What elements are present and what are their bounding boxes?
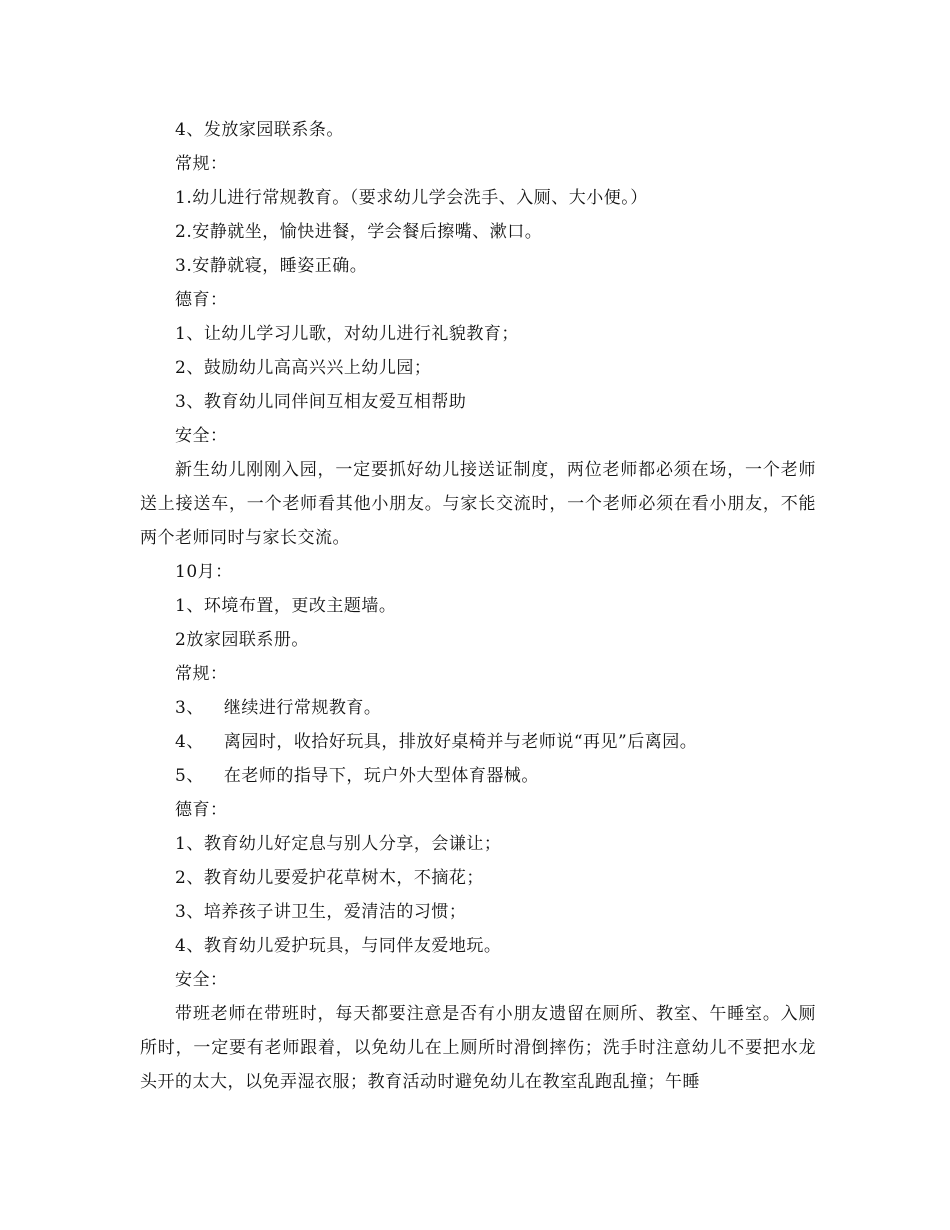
text-line: 3.安静就寝，睡姿正确。 <box>175 256 368 276</box>
safety-paragraph: 带班老师在带班时，每天都要注意是否有小朋友遗留在厕所、教室、午睡室。入厕所时，一定要有老师跟着，以免幼儿在上厕所时滑倒摔伤；洗手时注意幼儿不要把水龙头开的太大，以免弄湿衣服；教育活动时避免幼儿在教室乱跑乱撞；午睡 <box>140 1004 816 1092</box>
document-body <box>140 113 816 1099</box>
item-number: 5、 <box>175 766 204 786</box>
item-number: 3、 <box>175 698 204 718</box>
text-line: 3、培养孩子讲卫生，爱清洁的习惯； <box>175 902 467 922</box>
text-line: 1、教育幼儿好定息与别人分享，会谦让； <box>175 834 502 854</box>
numbered-item <box>140 759 816 793</box>
text-line: 1.幼儿进行常规教育。（要求幼儿学会洗手、入厕、大小便。） <box>175 188 648 208</box>
text-line: 2、鼓励幼儿高高兴兴上幼儿园； <box>175 358 432 378</box>
section-heading-routine: 常规： <box>175 664 228 684</box>
month-heading: 10月： <box>175 562 233 582</box>
item-text: 继续进行常规教育。 <box>223 698 382 718</box>
text-line: 2放家园联系册。 <box>175 630 309 650</box>
safety-paragraph: 新生幼儿刚刚入园，一定要抓好幼儿接送证制度，两位老师都必须在场，一个老师送上接送车，一个老师看其他小朋友。与家长交流时，一个老师必须在看小朋友，不能两个老师同时与家长交流。 <box>140 460 816 548</box>
text-line: 3、教育幼儿同伴间互相友爱互相帮助 <box>175 392 467 412</box>
numbered-item <box>140 725 816 759</box>
item-number: 4、 <box>175 732 204 752</box>
text-line: 2.安静就坐，愉快进餐，学会餐后擦嘴、漱口。 <box>175 222 543 242</box>
text-line: 2、教育幼儿要爱护花草树木，不摘花； <box>175 868 484 888</box>
numbered-item <box>140 691 816 725</box>
text-line: 4、发放家园联系条。 <box>175 120 344 140</box>
text-line: 1、环境布置，更改主题墙。 <box>175 596 397 616</box>
item-text: 离园时，收拾好玩具，排放好桌椅并与老师说“再见”后离园。 <box>223 732 698 752</box>
section-heading-safety: 安全： <box>175 970 228 990</box>
section-heading-safety: 安全： <box>175 426 228 446</box>
section-heading-moral: 德育： <box>175 290 228 310</box>
section-heading-routine: 常规： <box>175 154 228 174</box>
section-heading-moral: 德育： <box>175 800 228 820</box>
text-line: 1、让幼儿学习儿歌，对幼儿进行礼貌教育； <box>175 324 519 344</box>
item-text: 在老师的指导下，玩户外大型体育器械。 <box>223 766 539 786</box>
text-line: 4、教育幼儿爱护玩具，与同伴友爱地玩。 <box>175 936 502 956</box>
